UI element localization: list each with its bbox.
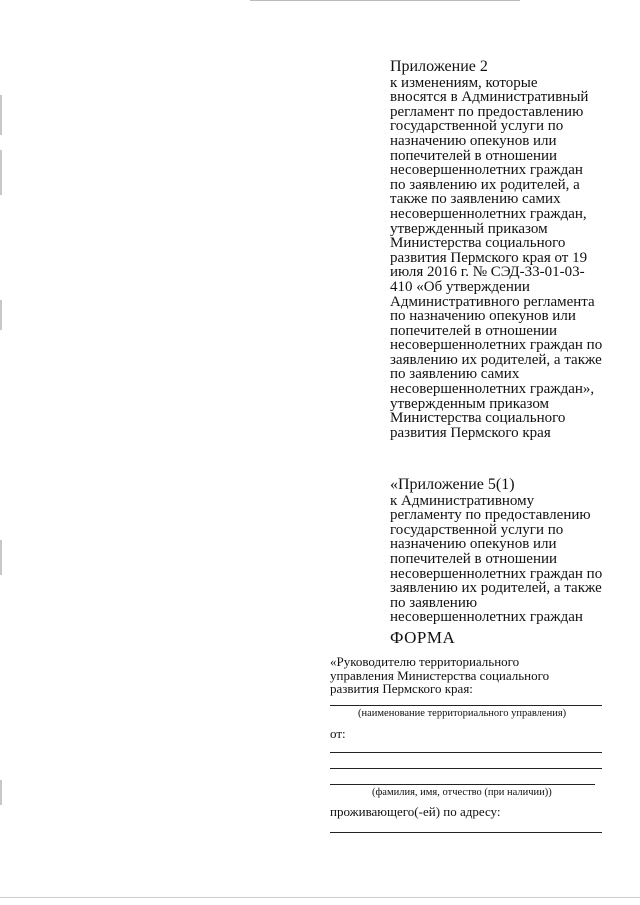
- appendix-5-line: назначению опекунов или: [390, 536, 557, 553]
- addressee-line: «Руководителю территориального: [330, 654, 520, 669]
- scan-edge-mark: [0, 540, 2, 575]
- appendix-2-line: июля 2016 г. № СЭД-33-01-03-: [390, 264, 585, 281]
- from-label: от:: [330, 726, 346, 741]
- appendix-5-line: несовершеннолетних граждан: [390, 609, 583, 626]
- residence-label: проживающего(-ей) по адресу:: [330, 804, 501, 819]
- appendix-2-line: по заявлению их родителей, а: [390, 176, 580, 193]
- appendix-2-line: утвержденный приказом: [390, 220, 548, 237]
- appendix-2-line: к изменениям, которые: [390, 74, 538, 91]
- appendix-5-line: «Приложение 5(1): [390, 476, 515, 493]
- appendix-5-line: по заявлению: [390, 594, 478, 611]
- territorial-unit-caption: (наименование территориального управления): [358, 708, 567, 719]
- scan-edge-mark: [0, 780, 2, 805]
- appendix-2-line: также по заявлению самих: [390, 191, 561, 208]
- addressee-line: развития Пермского края:: [330, 681, 473, 696]
- appendix-5-line: несовершеннолетних граждан по: [390, 565, 603, 582]
- appendix-2-line: вносятся в Административный: [390, 89, 589, 106]
- appendix-5-line: регламенту по предоставлению: [390, 507, 591, 524]
- appendix-2-line: несовершеннолетних граждан: [390, 162, 583, 179]
- form-title: ФОРМА: [390, 628, 456, 647]
- appendix-2-line: заявлению их родителей, а также: [390, 351, 602, 368]
- scan-edge-mark: [0, 300, 2, 330]
- appendix-2-line: Приложение 2: [390, 58, 488, 75]
- appendix-5-line: государственной услуги по: [390, 521, 564, 538]
- scan-artifact-top: [250, 0, 520, 1]
- appendix-2-line: Министерства социального: [390, 235, 566, 252]
- appendix-2-line: попечителей в отношении: [390, 147, 558, 164]
- appendix-2-line: по назначению опекунов или: [390, 308, 576, 325]
- appendix-2-line: государственной услуги по: [390, 118, 564, 135]
- appendix-5-1-header: [390, 478, 612, 625]
- scan-artifact-bottom: [0, 897, 640, 898]
- appendix-5-line: заявлению их родителей, а также: [390, 580, 602, 597]
- appendix-5-line: к Административному: [390, 492, 535, 509]
- appendix-2-line: регламент по предоставлению: [390, 103, 584, 120]
- scan-edge-mark: [0, 95, 2, 135]
- appendix-2-line: несовершеннолетних граждан по: [390, 337, 603, 354]
- appendix-5-line: попечителей в отношении: [390, 550, 558, 567]
- appendix-2-line: несовершеннолетних граждан,: [390, 205, 587, 222]
- appendix-2-line: назначению опекунов или: [390, 132, 557, 149]
- territorial-unit-field[interactable]: [330, 705, 602, 706]
- appendix-2-line: утвержденным приказом: [390, 395, 550, 412]
- full-name-caption: (фамилия, имя, отчество (при наличии)): [372, 787, 552, 798]
- appendix-2-line: Административного регламента: [390, 293, 595, 310]
- applicant-name-field-2[interactable]: [330, 768, 602, 769]
- applicant-name-field-1[interactable]: [330, 752, 602, 753]
- appendix-2-header: [390, 60, 612, 440]
- scan-edge-mark: [0, 150, 2, 195]
- applicant-name-field-3[interactable]: [330, 784, 595, 785]
- appendix-2-line: попечителей в отношении: [390, 322, 558, 339]
- appendix-2-line: по заявлению самих: [390, 366, 520, 383]
- appendix-2-line: Министерства социального: [390, 410, 566, 427]
- addressee-block: [330, 655, 605, 696]
- appendix-2-line: несовершеннолетних граждан»,: [390, 381, 595, 398]
- residence-address-field[interactable]: [330, 832, 602, 833]
- appendix-2-line: развития Пермского края от 19: [390, 249, 588, 266]
- appendix-2-line: развития Пермского края: [390, 424, 551, 441]
- addressee-line: управления Министерства социального: [330, 667, 550, 683]
- appendix-2-line: 410 «Об утверждении: [390, 278, 530, 295]
